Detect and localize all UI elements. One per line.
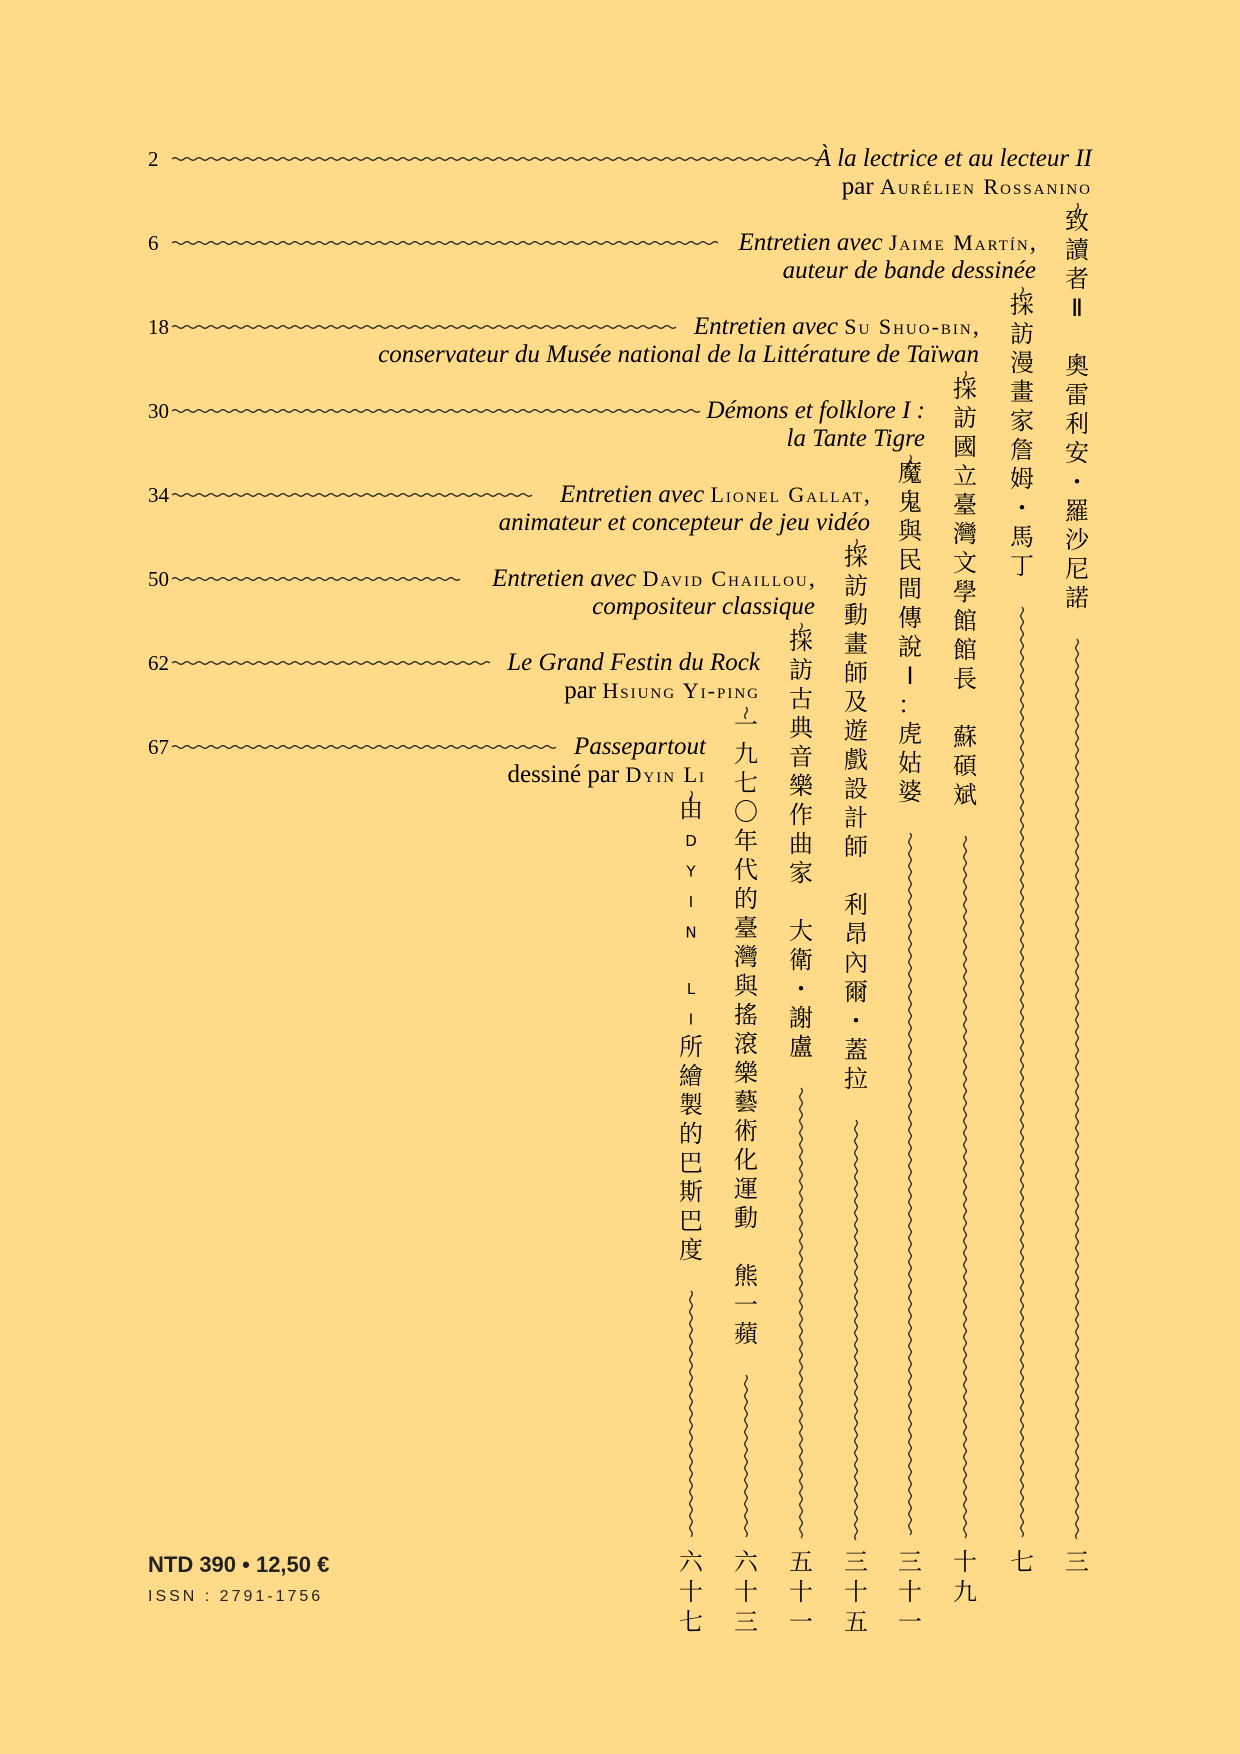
issn-label: ISSN : 2791-1756 bbox=[148, 1588, 324, 1605]
entry-title: Entretien avec Jaime Martín, bbox=[738, 229, 1036, 256]
entry-chinese-title: 魔鬼與民間傳說 Ⅰ ：虎姑婆 bbox=[898, 459, 922, 806]
toc-entry bbox=[148, 649, 761, 1636]
entry-chinese-title: 採訪漫畫家詹姆・馬丁 bbox=[1010, 291, 1034, 580]
entry-chinese-page: 六十三 bbox=[734, 1548, 758, 1636]
toc-entry bbox=[148, 565, 815, 1636]
entry-chinese-page: 三十一 bbox=[898, 1548, 922, 1636]
leader-wave bbox=[172, 242, 718, 245]
entry-page-number: 67 bbox=[148, 735, 169, 759]
entry-page-number: 62 bbox=[148, 651, 169, 675]
leader-wave bbox=[172, 410, 700, 413]
entry-title: Entretien avec Lionel Gallat, bbox=[560, 481, 870, 508]
entry-subtitle: par Aurélien Rossanino bbox=[841, 173, 1092, 200]
entry-subtitle: conservateur du Musée national de la Littérature de Taïwan bbox=[378, 341, 979, 368]
leader-wave bbox=[172, 746, 556, 749]
entry-subtitle: compositeur classique bbox=[592, 593, 815, 620]
entry-chinese-page: 三十五 bbox=[844, 1548, 868, 1636]
entry-chinese-page: 七 bbox=[1010, 1548, 1034, 1576]
leader-wave bbox=[172, 662, 490, 665]
entry-title: Entretien avec David Chaillou, bbox=[492, 565, 815, 592]
column-leader-wave bbox=[1021, 607, 1024, 1537]
entry-page-number: 50 bbox=[148, 567, 169, 591]
column-leader-wave bbox=[855, 1120, 858, 1540]
entry-title: Entretien avec Su Shuo-bin, bbox=[693, 313, 979, 340]
entry-page-number: 6 bbox=[148, 231, 159, 255]
entry-subtitle: la Tante Tigre bbox=[786, 425, 925, 452]
entry-title: Démons et folklore I : bbox=[706, 397, 925, 424]
entry-subtitle: par Hsiung Yi-ping bbox=[564, 677, 760, 704]
entry-title: Passepartout bbox=[574, 733, 706, 760]
entry-chinese-page: 五十一 bbox=[789, 1548, 813, 1636]
column-leader-wave bbox=[800, 1088, 803, 1538]
entry-page-number: 34 bbox=[148, 483, 169, 507]
entry-page-number: 30 bbox=[148, 399, 169, 423]
leader-wave bbox=[172, 578, 460, 581]
entry-chinese-page: 十九 bbox=[953, 1548, 977, 1606]
column-leader-wave bbox=[909, 833, 912, 1535]
leader-wave bbox=[172, 494, 532, 497]
column-leader-wave bbox=[964, 836, 967, 1538]
entry-chinese-title: 採訪國立臺灣文學館館長 蘇碩斌 bbox=[953, 375, 977, 809]
entry-chinese-title: 由 D Y I N L I 所繪製的巴斯巴度 bbox=[679, 795, 703, 1264]
entry-chinese-title: 採訪古典音樂作曲家 大衛・謝盧 bbox=[789, 627, 813, 1061]
entry-page-number: 18 bbox=[148, 315, 169, 339]
leader-wave bbox=[172, 158, 820, 161]
column-leader-wave bbox=[690, 1291, 693, 1537]
entry-chinese-title: 採訪動畫師及遊戲設計師 利昂內爾・蓋拉 bbox=[844, 543, 868, 1093]
entry-chinese-page: 三 bbox=[1065, 1548, 1089, 1576]
entry-chinese-title: 一九七〇年代的臺灣與搖滾樂藝術化運動 熊一蘋 bbox=[734, 711, 758, 1348]
entry-title: Le Grand Festin du Rock bbox=[507, 649, 760, 676]
entry-subtitle: animateur et concepteur de jeu vidéo bbox=[498, 509, 870, 536]
price-label: NTD 390 • 12,50 € bbox=[148, 1552, 330, 1577]
entry-subtitle: dessiné par Dyin Li bbox=[507, 761, 706, 788]
entry-title: À la lectrice et au lecteur II bbox=[815, 145, 1092, 172]
entry-page-number: 2 bbox=[148, 147, 159, 171]
entry-subtitle: auteur de bande dessinée bbox=[782, 257, 1036, 284]
leader-wave bbox=[172, 326, 676, 329]
toc-entry bbox=[148, 733, 707, 1636]
column-leader-wave bbox=[745, 1375, 748, 1537]
column-leader-wave bbox=[1076, 639, 1079, 1539]
entry-chinese-title: 致讀者 Ⅱ 奧雷利安・羅沙尼諾 bbox=[1065, 207, 1089, 612]
entry-chinese-page: 六十七 bbox=[679, 1548, 703, 1636]
